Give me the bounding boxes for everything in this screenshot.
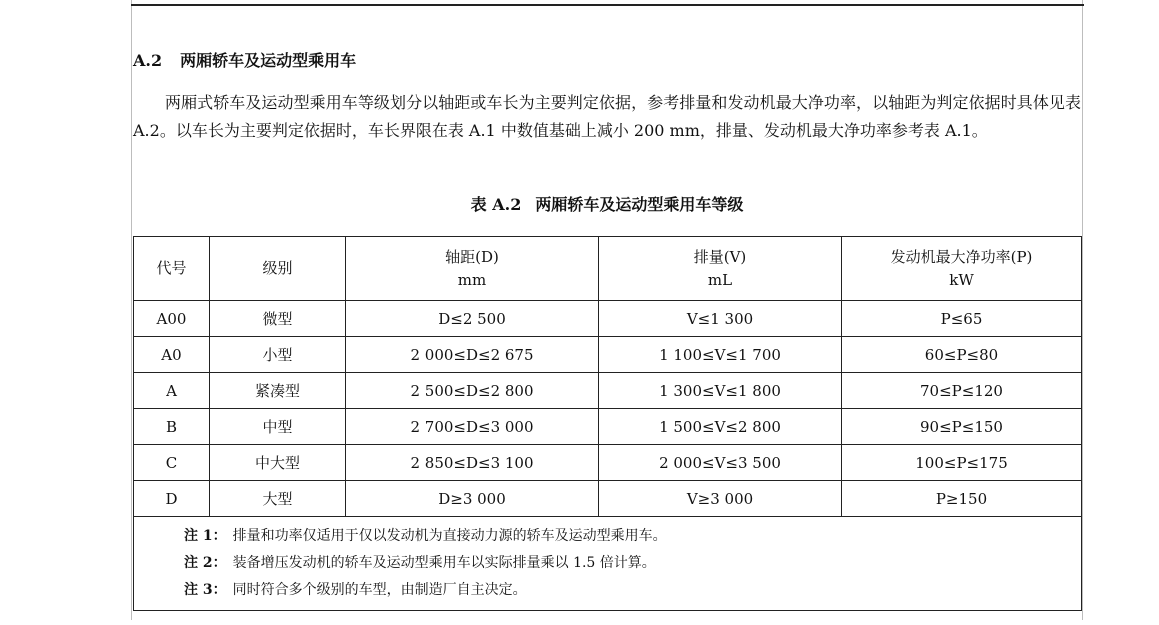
- header-power-unit: kW: [949, 270, 974, 289]
- grade-table: [133, 236, 1082, 611]
- cell-power: 90≤P≤150: [842, 409, 1082, 445]
- cell-power: 70≤P≤120: [842, 373, 1082, 409]
- table-note: [184, 523, 1081, 550]
- header-wheelbase: [346, 237, 599, 301]
- cell-grade: 大型: [210, 481, 346, 517]
- table-row: [134, 445, 1082, 481]
- note-label: 注 3：: [184, 582, 227, 598]
- section-heading: [133, 48, 356, 71]
- cell-displacement: 2 000≤V≤3 500: [599, 445, 842, 481]
- cell-wheelbase: 2 850≤D≤3 100: [346, 445, 599, 481]
- table-row: [134, 409, 1082, 445]
- table-notes: [134, 517, 1082, 611]
- cell-wheelbase: 2 700≤D≤3 000: [346, 409, 599, 445]
- cell-code: B: [134, 409, 210, 445]
- note-text: 同时符合多个级别的车型，由制造厂自主决定。: [232, 582, 527, 598]
- header-code: 代号: [134, 237, 210, 301]
- cell-power: 100≤P≤175: [842, 445, 1082, 481]
- header-power: [842, 237, 1082, 301]
- cell-grade: 中大型: [210, 445, 346, 481]
- header-wheelbase-unit: mm: [457, 270, 487, 289]
- table-row: [134, 373, 1082, 409]
- cell-grade: 中型: [210, 409, 346, 445]
- table-caption-title: 两厢轿车及运动型乘用车等级: [535, 195, 744, 214]
- header-grade: 级别: [210, 237, 346, 301]
- table-header-row: [134, 237, 1082, 301]
- cell-power: P≤65: [842, 301, 1082, 337]
- table-notes-row: [134, 517, 1082, 611]
- table-note: [184, 577, 1081, 604]
- cell-grade: 微型: [210, 301, 346, 337]
- header-power-label: 发动机最大净功率(P): [890, 247, 1033, 266]
- body-paragraph: 两厢式轿车及运动型乘用车等级划分以轴距或车长为主要判定依据，参考排量和发动机最大净功率，以轴距为判定依据时具体见表 A.2。以车长为主要判定依据时，车长界限在表 A.1 中数值基础上减小 200 mm，排量、发动机最大净功率参考表 A.1。: [133, 93, 1081, 140]
- cell-grade: 紧凑型: [210, 373, 346, 409]
- section-title: 两厢轿车及运动型乘用车: [180, 51, 357, 70]
- header-displacement-label: 排量(V): [693, 247, 747, 266]
- cell-code: C: [134, 445, 210, 481]
- note-text: 排量和功率仅适用于仅以发动机为直接动力源的轿车及运动型乘用车。: [232, 528, 667, 544]
- cell-displacement: 1 100≤V≤1 700: [599, 337, 842, 373]
- cell-displacement: 1 300≤V≤1 800: [599, 373, 842, 409]
- section-number: A.2: [133, 51, 163, 70]
- table-row: [134, 337, 1082, 373]
- cell-code: D: [134, 481, 210, 517]
- note-text: 装备增压发动机的轿车及运动型乘用车以实际排量乘以 1.5 倍计算。: [232, 555, 656, 571]
- cell-wheelbase: 2 000≤D≤2 675: [346, 337, 599, 373]
- note-label: 注 2：: [184, 555, 227, 571]
- cell-power: P≥150: [842, 481, 1082, 517]
- cell-wheelbase: D≤2 500: [346, 301, 599, 337]
- note-label: 注 1：: [184, 528, 227, 544]
- header-displacement-unit: mL: [707, 270, 733, 289]
- cell-wheelbase: 2 500≤D≤2 800: [346, 373, 599, 409]
- cell-displacement: V≤1 300: [599, 301, 842, 337]
- cell-power: 60≤P≤80: [842, 337, 1082, 373]
- cell-displacement: 1 500≤V≤2 800: [599, 409, 842, 445]
- header-displacement: [599, 237, 842, 301]
- top-rule: [131, 4, 1084, 6]
- cell-grade: 小型: [210, 337, 346, 373]
- table-note: [184, 550, 1081, 577]
- table-caption: [133, 192, 1081, 215]
- cell-code: A0: [134, 337, 210, 373]
- cell-wheelbase: D≥3 000: [346, 481, 599, 517]
- table-row: [134, 301, 1082, 337]
- table-row: [134, 481, 1082, 517]
- header-wheelbase-label: 轴距(D): [445, 247, 499, 266]
- cell-displacement: V≥3 000: [599, 481, 842, 517]
- cell-code: A00: [134, 301, 210, 337]
- table-caption-number: 表 A.2: [470, 195, 522, 214]
- cell-code: A: [134, 373, 210, 409]
